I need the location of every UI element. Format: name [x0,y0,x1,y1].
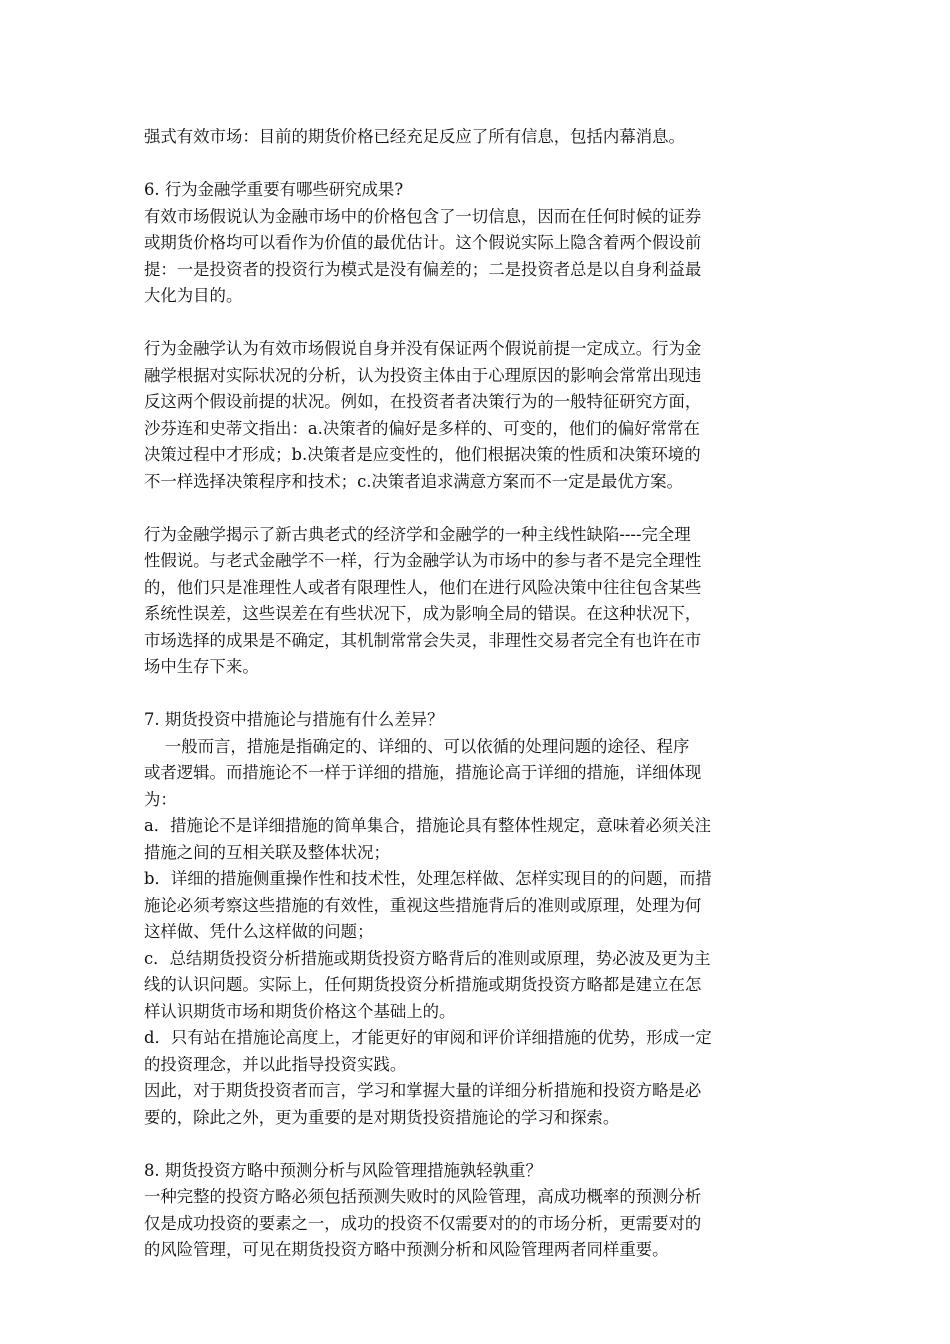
q7-line: 因此，对于期货投资者而言，学习和掌握大量的详细分析措施和投资方略是必 [144,1081,702,1100]
q8-line: 的风险管理，可见在期货投资方略中预测分析和风险管理两者同样重要。 [144,1240,669,1259]
q6-p2-line: 行为金融学认为有效市场假说自身并没有保证两个假说前提一定成立。行为金 [144,339,702,358]
q6-p1-line: 或期货价格均可以看作为价值的最优估计。这个假说实际上隐含着两个假设前 [144,233,702,252]
q6-p2-line: 不一样选择决策程序和技术；c.决策者追求满意方案而不一定是最优方案。 [144,471,683,491]
q6-p1-line: 提：一是投资者的投资行为模式是没有偏差的；二是投资者总是以自身利益最 [144,259,702,279]
q6-heading: 6. 行为金融学重要有哪些研究成果? [144,180,404,199]
q7-line: 施论必须考察这些措施的有效性，重视这些措施背后的准则或原理，处理为何 [144,895,702,915]
q6-p1-line: 有效市场假说认为金融市场中的价格包含了一切信息，因而在任何时候的证券 [144,206,702,226]
q8-line: 仅是成功投资的要素之一，成功的投资不仅需要对的的市场分析，更需要对的 [144,1213,702,1233]
q6-p3-line: 性假说。与老式金融学不一样，行为金融学认为市场中的参与者不是完全理性 [144,551,702,570]
q6-p2-line: 沙芬连和史蒂文指出：a.决策者的偏好是多样的、可变的，他们的偏好常常在 [144,418,700,438]
q7-line: 为： [144,789,177,809]
q6-p1-line: 大化为目的。 [144,286,243,305]
spacer [144,1131,814,1158]
document-page [144,124,814,1264]
q7-line: a．措施论不是详细措施的简单集合，措施论具有整体性规定，意味着必须关注 [144,816,712,835]
q8-line: 一种完整的投资方略必须包括预测失败时的风险管理，高成功概率的预测分析 [144,1187,702,1206]
spacer [144,310,814,337]
q6-p3-line: 系统性误差，这些误差在有些状况下，成为影响全局的错误。在这种状况下， [144,604,702,623]
q7-line: c．总结期货投资分析措施或期货投资方略背后的准则或原理，势必波及更为主 [144,948,711,968]
q7-line: 这样做、凭什么这样做的问题； [144,922,374,941]
q7-line: d．只有站在措施论高度上，才能更好的审阅和评价详细措施的优势，形成一定 [144,1028,712,1047]
spacer [144,681,814,708]
q7-line: 一般而言，措施是指确定的、详细的、可以依循的处理问题的途径、程序 [144,736,690,756]
q6-p3-line: 场中生存下来。 [144,657,259,676]
q6-p2-line: 决策过程中才形成；b.决策者是应变性的，他们根据决策的性质和决策环境的 [144,445,701,464]
q7-line: 线的认识问题。实际上，任何期货投资分析措施或期货投资方略都是建立在怎 [144,975,702,994]
q6-p3-line: 行为金融学揭示了新古典老式的经济学和金融学的一种主线性缺陷----完全理 [144,524,691,544]
intro-line: 强式有效市场：目前的期货价格已经充足反应了所有信息，包括内幕消息。 [144,127,685,146]
q7-line: 的投资理念，并以此指导投资实践。 [144,1054,407,1074]
q7-heading: 7. 期货投资中措施论与措施有什么差异？ [144,710,444,729]
q6-p2-line: 反这两个假设前提的状况。例如，在投资者者决策行为的一般特征研究方面， [144,392,702,411]
q7-line: 或者逻辑。而措施论不一样于详细的措施，措施论高于详细的措施，详细体现 [144,763,702,782]
q6-p3-line: 的，他们只是准理性人或者有限理性人，他们在进行风险决策中往往包含某些 [144,577,702,597]
q7-line: 样认识期货市场和期货价格这个基础上的。 [144,1001,456,1021]
q7-line: 措施之间的互相关联及整体状况； [144,842,390,862]
q7-line: b．详细的措施侧重操作性和技术性，处理怎样做、怎样实现目的的问题，而措 [144,869,712,888]
spacer [144,151,814,178]
q6-p3-line: 市场选择的成果是不确定，其机制常常会失灵，非理性交易者完全有也许在市 [144,630,702,650]
q7-line: 要的，除此之外，更为重要的是对期货投资措施论的学习和探索。 [144,1107,620,1127]
q8-heading: 8. 期货投资方略中预测分析与风险管理措施孰轻孰重？ [144,1160,542,1180]
spacer [144,495,814,522]
q6-p2-line: 融学根据对实际状况的分析，认为投资主体由于心理原因的影响会常常出现违 [144,365,702,385]
